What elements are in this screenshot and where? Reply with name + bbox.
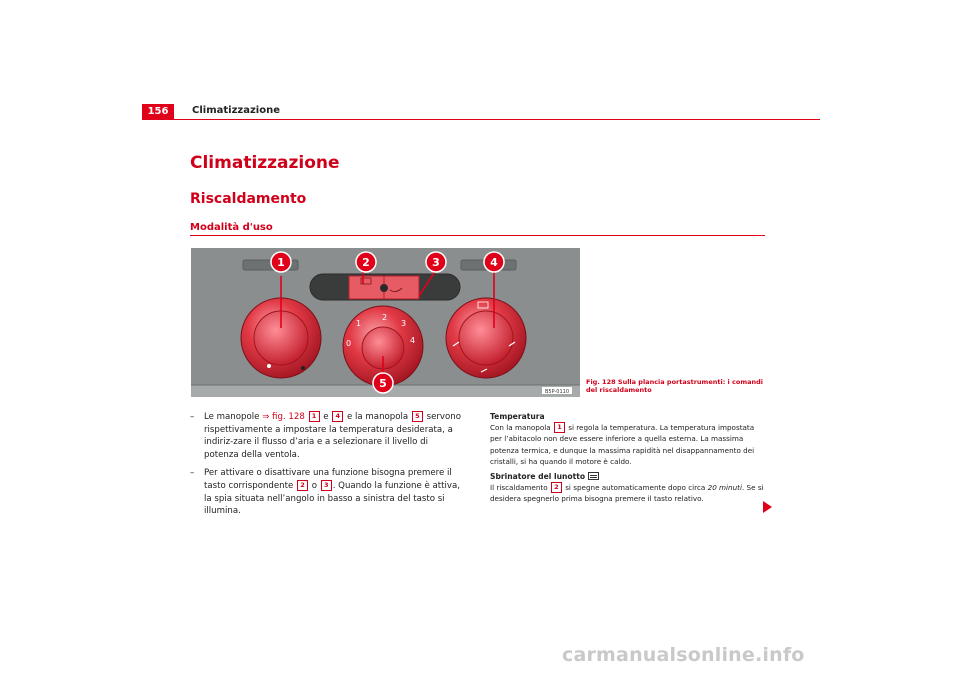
figure-link[interactable]: ⇒ fig. 128 [262,412,305,422]
heating-controls-figure [191,248,580,397]
figure-caption: Fig. 128 Sulla plancia portastrumenti: i comandi del riscaldamento [586,378,764,394]
text: Con la manopola [490,423,553,433]
callout-3-label: 3 [432,256,440,269]
instruction-1 [190,411,465,461]
instructions-column [190,411,465,524]
text: . Quando la funzione è attiva, la spia situata nell’angolo in basso a sinistra del tasto si illumina. [204,480,460,517]
callout-4-label: 4 [490,256,498,269]
watermark: carmanualsonline.info [562,644,805,666]
ref-badge-4: 4 [332,411,343,422]
bullet-dash: – [190,412,195,422]
callout-5-label: 5 [379,377,387,390]
knob-4-cap [459,311,513,365]
ref-badge-1: 1 [554,422,565,433]
bullet-dash: – [190,468,195,479]
sbrinatore-heading [490,471,765,482]
fan-level-2: 2 [382,313,388,322]
section-title: Riscaldamento [190,191,307,207]
temperatura-paragraph [490,422,765,467]
chapter-title: Climatizzazione [190,153,340,173]
sbrinatore-paragraph [490,482,765,504]
rear-defrost-icon [588,472,599,480]
next-page-arrow-icon[interactable] [763,501,772,513]
callout-1-label: 1 [277,256,285,269]
text: servono rispettivamente a impostare la temperatura desiderata, a indiriz-zare il flusso d’aria e a selezionare il livello di potenza della ventola. [204,412,461,460]
text: . Se si desidera spegnerlo prima bisogna premere il tasto relativo. [490,483,764,504]
instruction-2 [190,467,465,517]
fan-level-4: 4 [410,336,416,345]
sbrinatore-title: Sbrinatore del lunotto [490,472,586,482]
subsection-title: Modalità d'uso [190,222,273,233]
fan-level-3: 3 [401,319,407,328]
dashboard-illustration [191,248,580,397]
fan-level-0: 0 [346,339,352,348]
subsection-rule [190,235,765,236]
fan-level-1: 1 [356,319,362,328]
text: Le manopole [204,412,263,422]
running-title: Climatizzazione [192,105,280,116]
center-button-knob [380,284,388,292]
details-column [490,411,765,509]
text: e la manopola [344,412,411,422]
text: si spegne automaticamente dopo circa [562,483,708,493]
ref-badge-1: 1 [309,411,320,422]
ref-badge-5: 5 [412,411,423,422]
ref-badge-2: 2 [551,482,562,493]
header-rule [174,119,820,120]
text: si regola la temperatura. La temperatura impostata per l’abitacolo non deve essere inferiore a quella esterna. La massima potenza termica, e dunque la massima rapidità nel disappannamento dei cristalli, si ha quando il motore è caldo. [490,423,755,466]
text: o [308,480,320,491]
duration-text: 20 minuti [707,483,742,493]
ref-badge-3: 3 [321,480,332,491]
page-number: 156 [142,104,174,120]
figure-code: B5P-0110 [544,389,570,395]
ref-badge-2: 2 [297,480,308,491]
text: Il riscaldamento [490,483,550,493]
callout-2-label: 2 [362,256,370,269]
text: Per attivare o disattivare una funzione bisogna premere il tasto corrispondente [204,468,452,491]
page-header [142,104,820,120]
text: e [320,412,332,422]
temperatura-heading: Temperatura [490,412,545,421]
